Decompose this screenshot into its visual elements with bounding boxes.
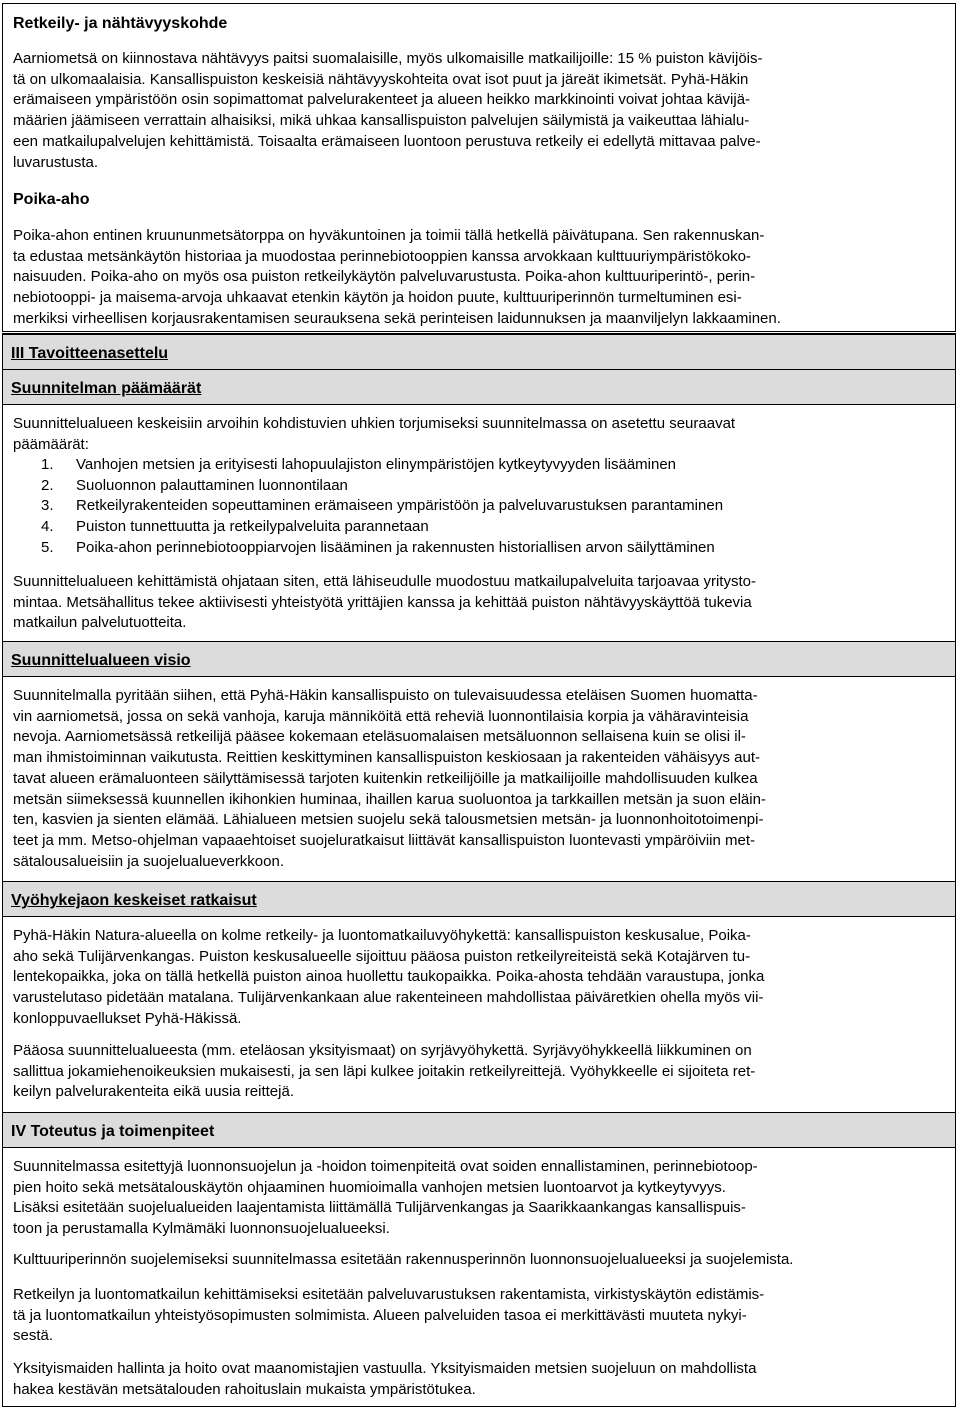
text-line: Poika-ahon entinen kruununmetsätorppa on hyväkuntoinen ja toimii tällä hetkellä päivätupana. Sen rakennuskan-	[13, 227, 765, 244]
section-box-goals	[2, 333, 956, 1407]
text-line: Suunnittelualueen keskeisiin arvoihin kohdistuvien uhkien torjumiseksi suunnitelmassa on asetettu seuraavat	[13, 415, 736, 432]
text-line: toon ja perustamalla Kylmämäki luonnonsuojelualueeksi.	[13, 1220, 390, 1238]
section-box-nature-attraction	[2, 3, 956, 332]
text-line: varustelutaso pidetään matalana. Tulijärvenkankaan alue rakenteineen mahdollistaa päiväretkien ohella myös vii-	[13, 989, 764, 1007]
text-line: sätalousalueisiin ja suojelualueverkkoon.	[13, 852, 285, 870]
text-line: Suunnitelmassa esitettyjä luonnonsuojelun ja -hoidon toimenpiteitä ovat soiden ennallistaminen, perinnebiotoop-	[13, 1158, 758, 1175]
text-line: teet ja mm. Metso-ohjelman vapaaehtoiset suojeluratkaisut liittävät kansallispuiston luontevasti ympäröiviin met-	[13, 831, 756, 849]
list-item: 3. Retkeilyrakenteiden sopeuttaminen erämaiseen ympäristöön ja palveluvarustuksen parantaminen	[41, 497, 724, 515]
text-line: ten, kasvien ja sienten elämää. Lähialueen metsien suojelu sekä talousmetsien metsän- ja luonnonhoitotoimenpi-	[13, 811, 764, 829]
list-item: 5. Poika-ahon perinnebiotooppiarvojen lisääminen ja rakennusten historiallisen arvon säilyttäminen	[41, 538, 715, 556]
text-line: luvarustusta.	[13, 153, 99, 171]
text-line: pien hoito sekä metsätalouskäytön ohjaaminen huomioimalla vanhojen metsien luontoarvot ja kytkeytyvyys.	[13, 1178, 726, 1196]
text-line: Suunnitelmalla pyritään siihen, että Pyhä-Häkin kansallispuisto on tulevaisuudessa eteläisen Suomen huomatta-	[13, 687, 758, 704]
section-heading-implementation: IV Toteutus ja toimenpiteet	[11, 1123, 215, 1140]
text-line: sallittua jokamiehenoikeuksien mukaisesti, ja sen läpi kulkee joitakin retkeilyreittejä. Vyöhykkeelle ei sijoiteta ret-	[13, 1062, 756, 1080]
text-line: Yksityismaiden hallinta ja hoito ovat maanomistajien vastuulla. Yksityismaiden metsien suojeluun on mahdollista	[13, 1360, 757, 1377]
text-line: man ihmistoiminnan vaikutusta. Reittien keskittyminen kansallispuiston keskiosaan ja rakenteiden vähäisyys aut-	[13, 749, 761, 767]
text-line: nevoja. Aarniometsässä retkeilijä pääsee kokemaan eteläsuomalaisen metsäluonnon sellaisena kuin se olisi il-	[13, 728, 746, 746]
text-line: tä on ulkomaalaisia. Kansallispuiston keskeisiä nähtävyyskohteita ovat isot puut ja järeät ikimetsät. Pyhä-Häkin	[13, 70, 749, 88]
text-line: merkiksi virheellisen korjausrakentamisen seurauksena sekä perinteisen laidunnuksen ja maanviljelyn lakkaaminen.	[13, 309, 781, 327]
section-heading-vision: Suunnittelualueen visio	[11, 652, 191, 669]
text-line: määrien jäämiseen verrattain alhaisiksi, mikä uhkaa kansallispuiston palvelujen säilymistä ja vaikeuttaa lähialu-	[13, 112, 750, 130]
text-line: lentekopaikka, joka on tällä hetkellä puiston ainoa huollettu taukopaikka. Poika-ahosta tehdään varaustupa, jonka	[13, 968, 765, 986]
paragraph-implementation-4	[13, 1359, 943, 1400]
paragraph-zoning-1	[13, 926, 943, 1030]
text-line: Kulttuuriperinnön suojelemiseksi suunnitelmassa esitetään rakennusperinnön luonnonsuojelualueeksi ja suojelemista.	[13, 1251, 794, 1268]
goals-list	[3, 455, 903, 559]
paragraph-poika-aho	[13, 226, 943, 330]
text-line: naisuuden. Poika-aho on myös osa puiston retkeilykäytön palveluvarustusta. Poika-ahon kulttuuriperintö-, perin-	[13, 268, 756, 286]
text-line: tä ja luontomatkailun yhteistyösopimusten solmimista. Alueen palveluiden tasoa ei merkittävästi muuteta nykyi-	[13, 1306, 747, 1324]
text-line: Retkeilyn ja luontomatkailun kehittämiseksi esitetään palveluvarustuksen rakentamista, virkistyskäytön edistämis-	[13, 1286, 765, 1303]
text-line: aho sekä Tulijärvenkangas. Puiston keskusalueelle sijoittuu pääosa puiston retkeilyreiteistä sekä Kotajärven tu-	[13, 947, 751, 965]
text-line: Lisäksi esitetään suojelualueiden laajentamista liittämällä Tulijärvenkangas ja Saarikkaankangas kansallispuis-	[13, 1199, 746, 1217]
section-heading-plan-goals: Suunnitelman päämäärät	[11, 380, 202, 397]
text-line: keilyn palvelurakenteita eikä uusia reittejä.	[13, 1083, 294, 1101]
text-line: erämaiseen ympäristöön osin sopimattomat palvelurakenteet ja alueen heikko markkinointi voivat johtaa kävijä-	[13, 91, 751, 109]
text-line: mintaa. Metsähallitus tekee aktiivisesti yhteistyötä yrittäjien kanssa ja kehittää puiston nähtävyyskäyttöä tukevia	[13, 593, 752, 611]
section-heading-attraction: Retkeily- ja nähtävyyskohde	[13, 15, 228, 32]
text-line: ta edustaa metsänkäytön historiaa ja muodostaa perinnebiotooppien kanssa arvokkaan kulttuuriympäristökoko-	[13, 247, 751, 265]
list-item: 4. Puiston tunnettuutta ja retkeilypalveluita parannetaan	[41, 518, 429, 536]
paragraph-implementation-2	[13, 1250, 943, 1271]
text-line: een matkailupalvelujen kehittämistä. Toisaalta erämaiseen luontoon perustuva retkeily ei edellytä mittavaa palve-	[13, 132, 761, 150]
paragraph-goals-intro	[13, 414, 943, 455]
paragraph-goals-after	[13, 572, 943, 634]
section-heading-zoning: Vyöhykejaon keskeiset ratkaisut	[11, 892, 257, 909]
paragraph-implementation-1	[13, 1157, 943, 1240]
text-line: Pyhä-Häkin Natura-alueella on kolme retkeily- ja luontomatkailuvyöhykettä: kansallispuiston keskusalue, Poika-	[13, 927, 751, 944]
text-line: vin aarniometsä, jossa on sekä vanhoja, karuja männiköitä että reheviä luonnontilaisia korpia ja vähäravinteisia	[13, 707, 749, 725]
heading-band-plan-goals	[3, 369, 955, 405]
section-heading-goal-setting: III Tavoitteenasettelu	[11, 345, 169, 362]
text-line: matkailun palvelutuotteita.	[13, 614, 187, 632]
text-line: Pääosa suunnittelualueesta (mm. eteläosan yksityismaat) on syrjävyöhykettä. Syrjävyöhykkeellä liikkuminen on	[13, 1042, 752, 1059]
text-line: tavat alueen erämaluonteen säilyttämisessä tarjoten kuitenkin retkeilijöille ja matkailijoille mahdollisuuden kulkea	[13, 769, 758, 787]
paragraph-zoning-2	[13, 1041, 943, 1103]
heading-band-zoning	[3, 881, 955, 917]
paragraph-attraction	[13, 49, 943, 173]
list-item: 1. Vanhojen metsien ja erityisesti lahopuulajiston elinympäristöjen kytkeytyvyyden lisääminen	[41, 456, 677, 473]
heading-band-implementation	[3, 1112, 955, 1148]
paragraph-vision	[13, 686, 943, 872]
heading-band-vision	[3, 641, 955, 677]
text-line: nebiotooppi- ja maisema-arvoja uhkaavat etenkin käytön ja hoidon puute, kulttuuriperinnön turmeltuminen esi-	[13, 289, 742, 307]
text-line: metsän siimeksessä kuunnellen ikihonkien huminaa, ihaillen karua suoluontoa ja tarkkaillen metsän ja suon eläin-	[13, 790, 766, 808]
subheading-poika-aho: Poika-aho	[13, 191, 90, 208]
list-item: 2. Suoluonnon palauttaminen luonnontilaan	[41, 476, 348, 494]
text-line: Aarniometsä on kiinnostava nähtävyys paitsi suomalaisille, myös ulkomaisille matkailijoille: 15 % puiston kävijöis-	[13, 50, 763, 67]
text-line: Suunnittelualueen kehittämistä ohjataan siten, että lähiseudulle muodostuu matkailupalveluita tarjoavaa yritysto-	[13, 573, 756, 590]
text-line: konloppuvaellukset Pyhä-Häkissä.	[13, 1009, 242, 1027]
paragraph-implementation-3	[13, 1285, 943, 1347]
text-line: hakea kestävän metsätalouden rahoituslain mukaista ympäristötukea.	[13, 1380, 476, 1398]
text-line: päämäärät:	[13, 435, 89, 453]
text-line: sestä.	[13, 1327, 54, 1345]
heading-band-goal-setting	[3, 334, 955, 370]
